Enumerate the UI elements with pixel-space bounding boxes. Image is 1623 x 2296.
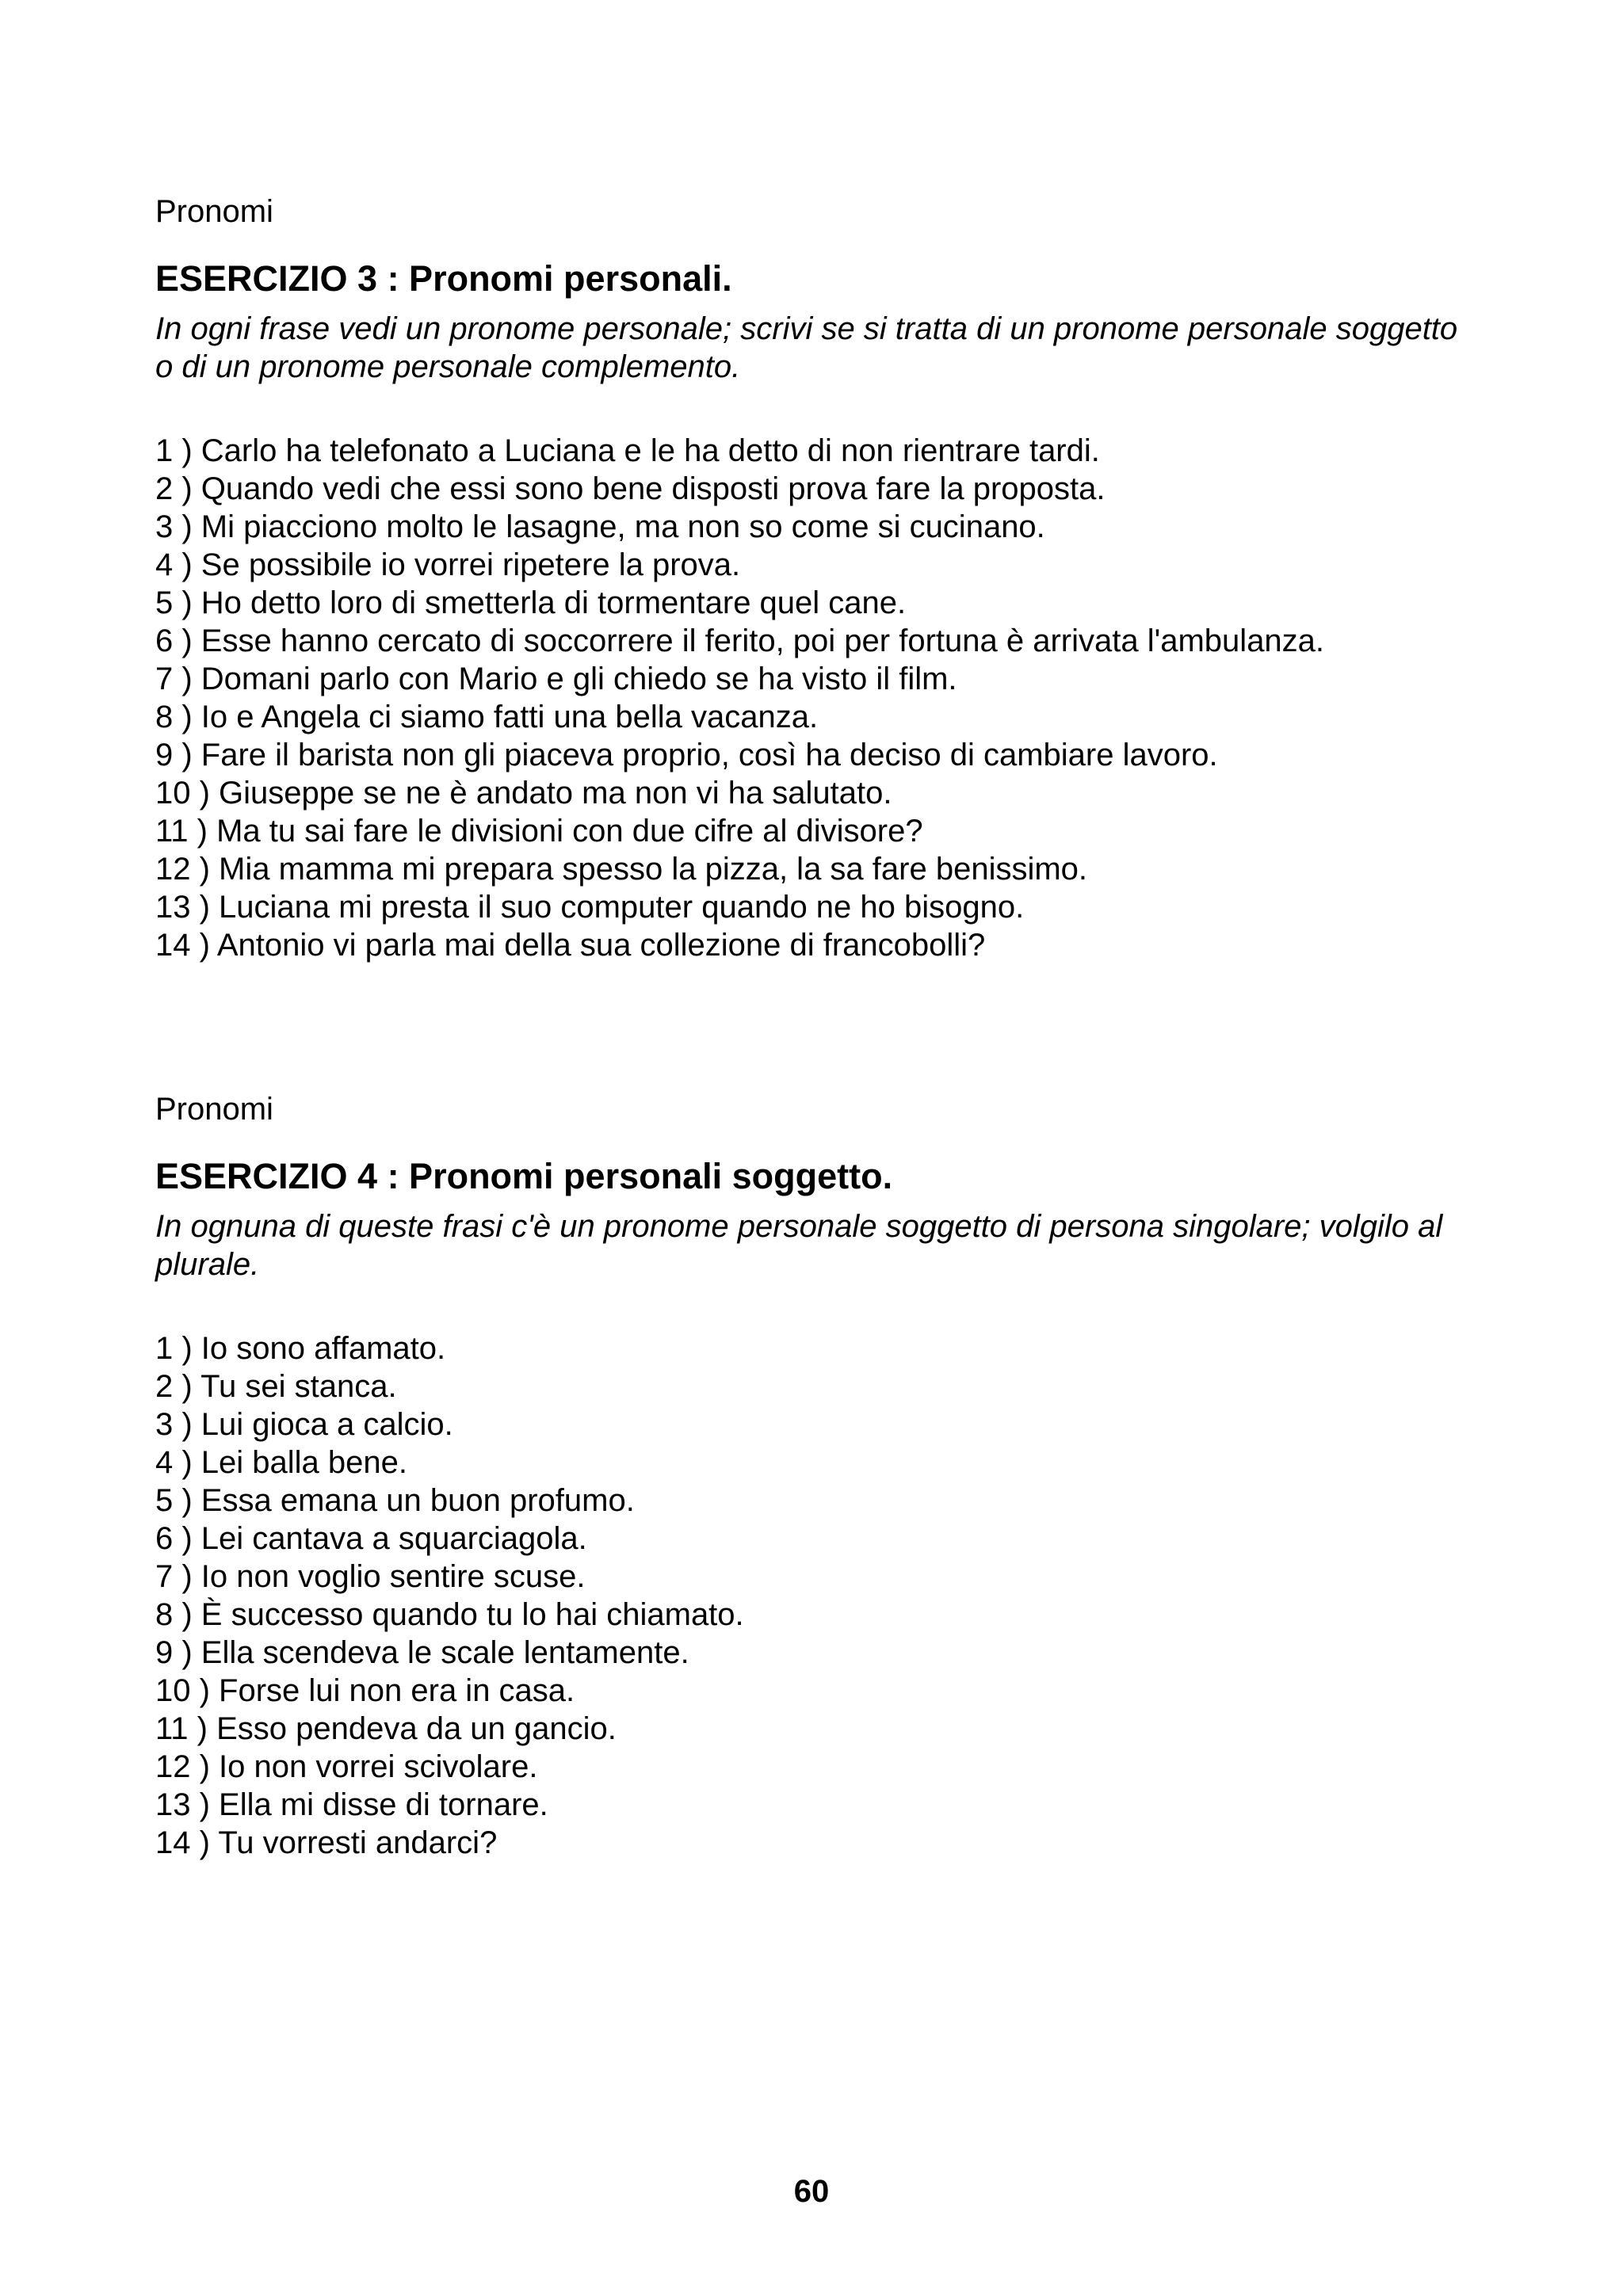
exercise-item: 1 ) Io sono affamato. — [155, 1331, 446, 1366]
exercise-item: 4 ) Lei balla bene. — [155, 1445, 408, 1480]
exercise-item: 6 ) Lei cantava a squarciagola. — [155, 1521, 587, 1556]
section-label: Pronomi — [155, 1092, 273, 1127]
exercise-item: 14 ) Tu vorresti andarci? — [155, 1825, 498, 1860]
exercise-item: 1 ) Carlo ha telefonato a Luciana e le ha detto di non rientrare tardi. — [155, 433, 1100, 468]
exercise-item: 12 ) Io non vorrei scivolare. — [155, 1749, 538, 1784]
exercise-3-section — [155, 193, 1503, 964]
exercise-item: 4 ) Se possibile io vorrei ripetere la prova. — [155, 547, 741, 582]
exercise-item: 10 ) Forse lui non era in casa. — [155, 1673, 575, 1708]
exercise-item: 13 ) Ella mi disse di tornare. — [155, 1787, 548, 1822]
exercise-item: 7 ) Domani parlo con Mario e gli chiedo se ha visto il film. — [155, 662, 957, 696]
exercise-item: 8 ) È successo quando tu lo hai chiamato. — [155, 1597, 744, 1632]
exercise-title: ESERCIZIO 4 : Pronomi personali soggetto. — [155, 1156, 893, 1196]
exercise-4-section — [155, 1090, 1503, 1862]
exercise-item: 3 ) Lui gioca a calcio. — [155, 1407, 453, 1442]
exercise-item: 3 ) Mi piacciono molto le lasagne, ma non so come si cucinano. — [155, 509, 1045, 544]
exercise-instructions: In ognuna di queste frasi c'è un pronome personale soggetto di persona singolare; volgilo al plurale. — [155, 1209, 1443, 1282]
exercise-item: 7 ) Io non voglio sentire scuse. — [155, 1559, 586, 1594]
section-label: Pronomi — [155, 194, 273, 229]
exercise-item: 6 ) Esse hanno cercato di soccorrere il ferito, poi per fortuna è arrivata l'ambulanza. — [155, 624, 1325, 658]
exercise-item: 2 ) Quando vedi che essi sono bene disposti prova fare la proposta. — [155, 471, 1106, 506]
exercise-item-list — [155, 1329, 1503, 1862]
exercise-item: 14 ) Antonio vi parla mai della sua collezione di francobolli? — [155, 928, 986, 963]
exercise-item: 13 ) Luciana mi presta il suo computer quando ne ho bisogno. — [155, 890, 1025, 925]
exercise-item: 10 ) Giuseppe se ne è andato ma non vi ha salutato. — [155, 776, 892, 810]
exercise-item: 9 ) Ella scendeva le scale lentamente. — [155, 1635, 689, 1670]
exercise-title: ESERCIZIO 3 : Pronomi personali. — [155, 258, 732, 299]
exercise-item: 2 ) Tu sei stanca. — [155, 1369, 397, 1404]
exercise-item: 8 ) Io e Angela ci siamo fatti una bella vacanza. — [155, 700, 819, 734]
exercise-item: 9 ) Fare il barista non gli piaceva proprio, così ha deciso di cambiare lavoro. — [155, 738, 1218, 772]
exercise-item: 11 ) Esso pendeva da un gancio. — [155, 1711, 617, 1746]
page-number: 60 — [793, 2174, 830, 2209]
exercise-item: 5 ) Essa emana un buon profumo. — [155, 1483, 635, 1518]
exercise-item: 5 ) Ho detto loro di smetterla di tormentare quel cane. — [155, 585, 907, 620]
exercise-instructions: In ogni frase vedi un pronome personale; scrivi se si tratta di un pronome personale soggetto o di un pronome personale complemento. — [155, 311, 1458, 384]
exercise-item: 11 ) Ma tu sai fare le divisioni con due cifre al divisore? — [155, 814, 923, 849]
exercise-item-list — [155, 432, 1503, 964]
exercise-item: 12 ) Mia mamma mi prepara spesso la pizza, la sa fare benissimo. — [155, 852, 1088, 887]
